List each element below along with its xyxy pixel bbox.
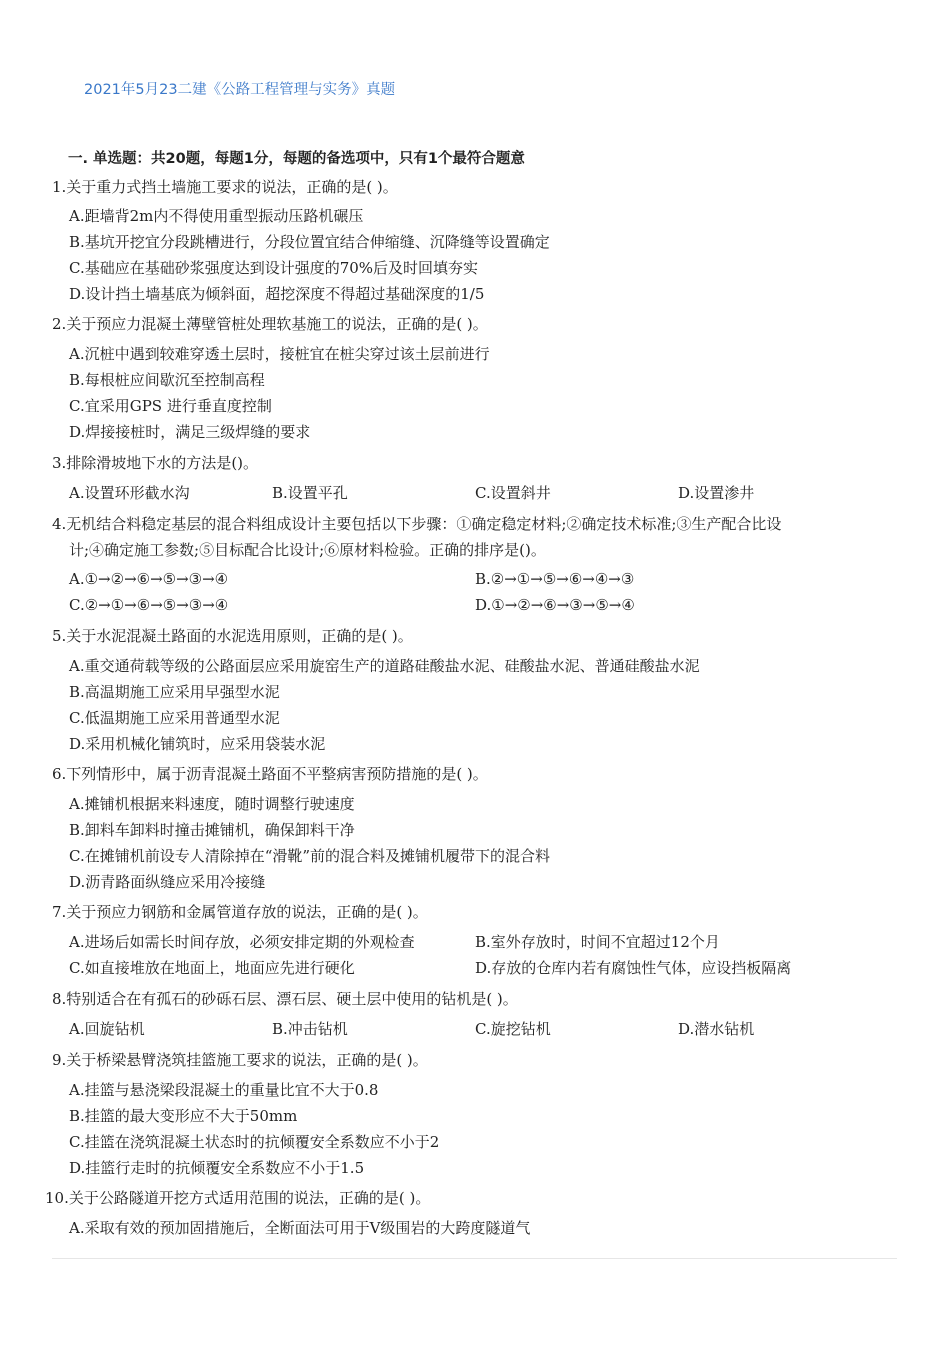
option: B.②→①→⑤→⑥→④→③: [475, 570, 635, 588]
option: C.低温期施工应采用普通型水泥: [69, 709, 280, 727]
question-stem-continued: 计;④确定施工参数;⑤目标配合比设计;⑥原材料检验。正确的排序是()。: [69, 541, 546, 559]
option: D.焊接接桩时，满足三级焊缝的要求: [69, 423, 311, 441]
question-stem: 3.排除滑坡地下水的方法是()。: [52, 454, 259, 472]
option: B.高温期施工应采用早强型水泥: [69, 683, 280, 701]
question-stem: 10.关于公路隧道开挖方式适用范围的说法，正确的是( )。: [45, 1189, 431, 1207]
option: B.基坑开挖宜分段跳槽进行，分段位置宜结合伸缩缝、沉降缝等设置确定: [69, 233, 550, 251]
page-divider: [52, 1258, 897, 1259]
option: D.沥青路面纵缝应采用冷接缝: [69, 873, 266, 891]
option: B.卸料车卸料时撞击摊铺机，确保卸料干净: [69, 821, 355, 839]
option: C.旋挖钻机: [475, 1020, 551, 1038]
option: C.基础应在基础砂浆强度达到设计强度的70%后及时回填夯实: [69, 259, 479, 277]
option: A.摊铺机根据来料速度，随时调整行驶速度: [69, 795, 355, 813]
option: A.挂篮与悬浇梁段混凝土的重量比宜不大于0.8: [69, 1081, 379, 1099]
option: C.挂篮在浇筑混凝土状态时的抗倾覆安全系数应不小于2: [69, 1133, 440, 1151]
question-stem: 4.无机结合料稳定基层的混合料组成设计主要包括以下步骤：①确定稳定材料;②确定技术标准;③生产配合比设: [52, 515, 782, 533]
question-stem: 1.关于重力式挡土墙施工要求的说法，正确的是( )。: [52, 178, 398, 196]
question-stem: 7.关于预应力钢筋和金属管道存放的说法，正确的是( )。: [52, 903, 428, 921]
question-stem: 9.关于桥梁悬臂浇筑挂篮施工要求的说法，正确的是( )。: [52, 1051, 428, 1069]
option: D.存放的仓库内若有腐蚀性气体，应设挡板隔离: [475, 959, 792, 977]
option: B.冲击钻机: [272, 1020, 348, 1038]
question-stem: 8.特别适合在有孤石的砂砾石层、漂石层、硬土层中使用的钻机是( )。: [52, 990, 518, 1008]
option: C.宜采用GPS 进行垂直度控制: [69, 397, 272, 415]
doc-title: 2021年5月23二建《公路工程管理与实务》真题: [84, 82, 396, 98]
question-stem: 5.关于水泥混凝土路面的水泥选用原则，正确的是( )。: [52, 627, 413, 645]
option: A.设置环形截水沟: [69, 484, 190, 502]
option: B.挂篮的最大变形应不大于50mm: [69, 1107, 298, 1125]
option: D.挂篮行走时的抗倾覆安全系数应不小于1.5: [69, 1159, 365, 1177]
option: B.设置平孔: [272, 484, 348, 502]
question-stem: 2.关于预应力混凝土薄壁管桩处理软基施工的说法，正确的是( )。: [52, 315, 488, 333]
option: C.设置斜井: [475, 484, 551, 502]
section-heading: 一. 单选题：共20题，每题1分，每题的备选项中，只有1个最符合题意: [68, 151, 525, 167]
option: C.②→①→⑥→⑤→③→④: [69, 596, 229, 614]
option: C.如直接堆放在地面上，地面应先进行硬化: [69, 959, 355, 977]
option: A.回旋钻机: [69, 1020, 145, 1038]
option: C.在摊铺机前设专人清除掉在“滑靴”前的混合料及摊铺机履带下的混合料: [69, 847, 551, 865]
option: B.室外存放时，时间不宜超过12个月: [475, 933, 720, 951]
option: B.每根桩应间歇沉至控制高程: [69, 371, 265, 389]
option: A.进场后如需长时间存放，必须安排定期的外观检查: [69, 933, 415, 951]
option: D.①→②→⑥→③→⑤→④: [475, 596, 635, 614]
question-stem: 6.下列情形中，属于沥青混凝土路面不平整病害预防措施的是( )。: [52, 765, 488, 783]
option: A.重交通荷载等级的公路面层应采用旋窑生产的道路硅酸盐水泥、硅酸盐水泥、普通硅酸盐水泥: [69, 657, 700, 675]
option: A.沉桩中遇到较难穿透土层时，接桩宜在桩尖穿过该土层前进行: [69, 345, 490, 363]
option: D.潜水钻机: [678, 1020, 755, 1038]
option: A.距墙背2m内不得使用重型振动压路机碾压: [69, 207, 364, 225]
option: D.设置渗井: [678, 484, 755, 502]
option: D.设计挡土墙基底为倾斜面，超挖深度不得超过基础深度的1/5: [69, 285, 485, 303]
option: D.采用机械化铺筑时，应采用袋装水泥: [69, 735, 326, 753]
option: A.①→②→⑥→⑤→③→④: [69, 570, 229, 588]
option: A.采取有效的预加固措施后，全断面法可用于V级围岩的大跨度隧道气: [69, 1219, 531, 1237]
